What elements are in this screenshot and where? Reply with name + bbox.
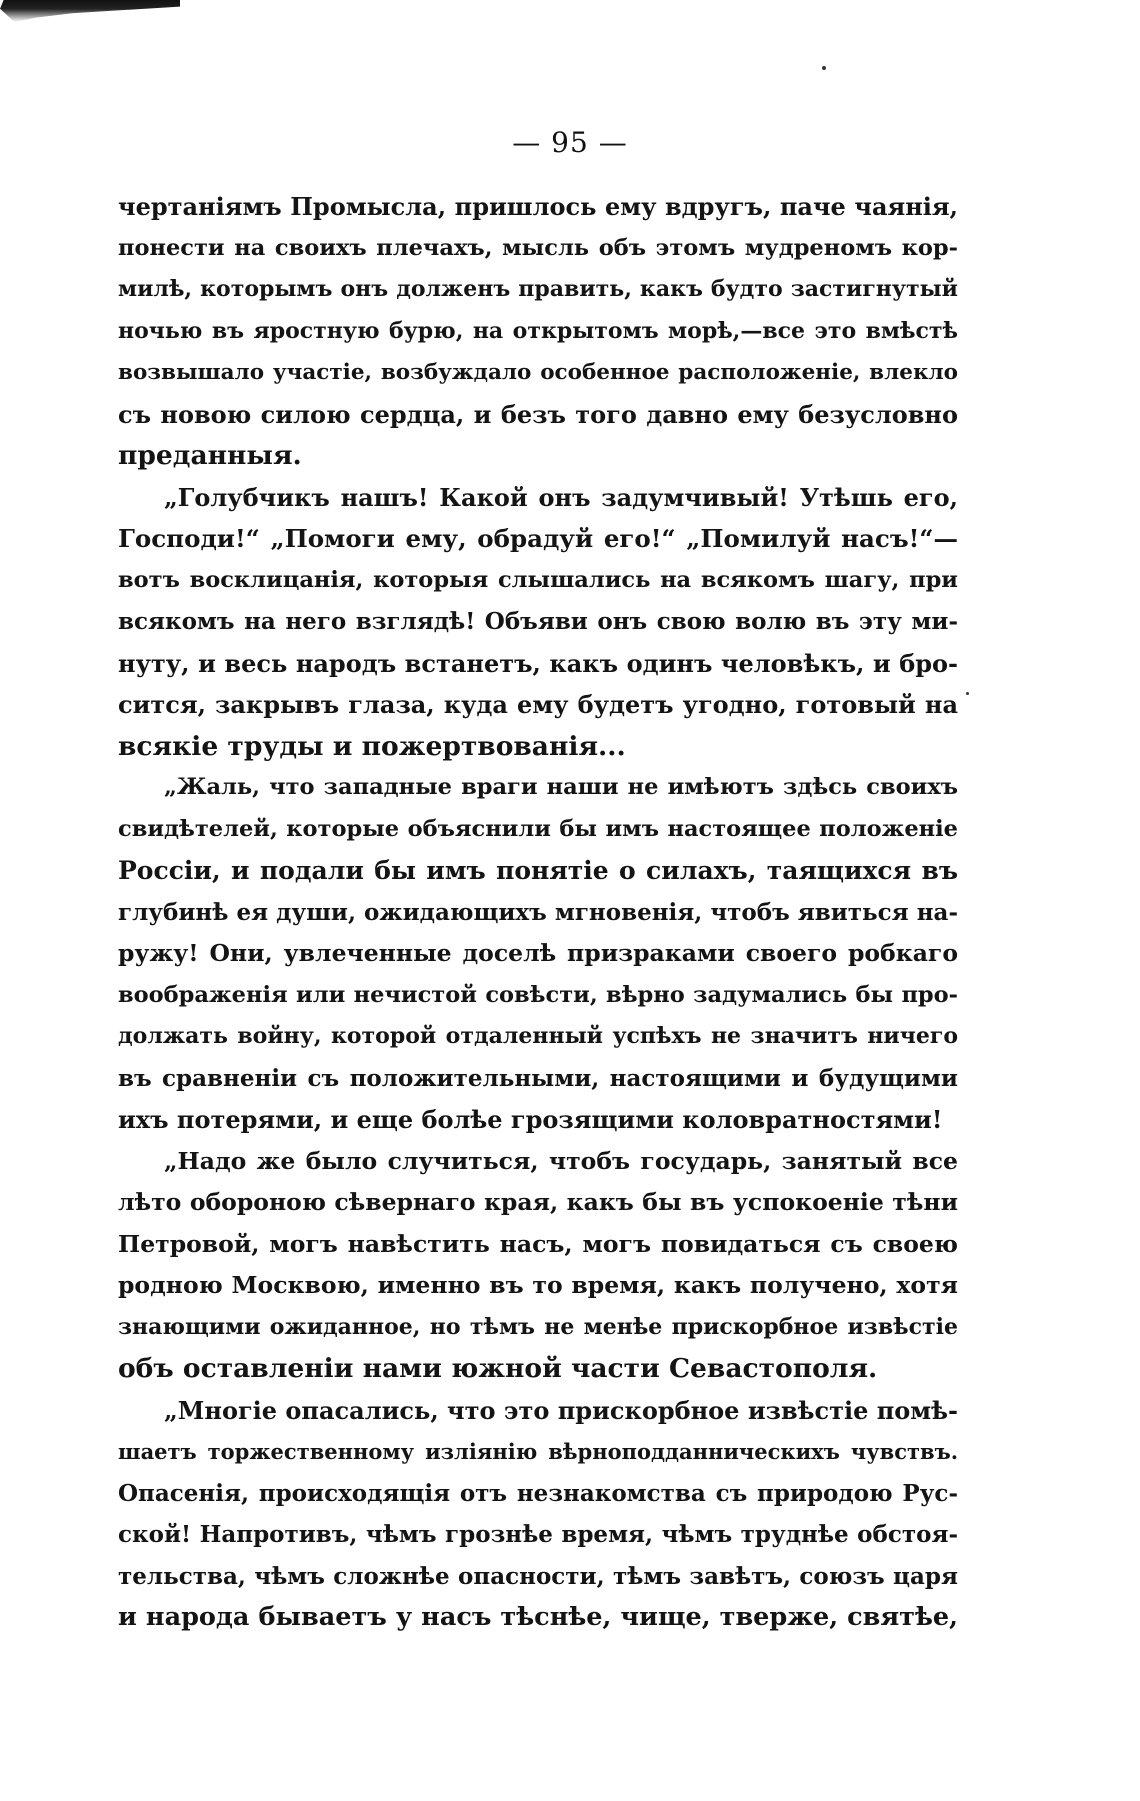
text-line: ночью въ яростную бурю, на открытомъ морѣ,—все это вмѣстѣ (118, 317, 958, 344)
text-line: глубинѣ ея души, ожидающихъ мгновенія, чтобъ явиться на- (118, 898, 958, 926)
text-line: „Жаль, что западные враги наши не имѣютъ здѣсь своихъ (164, 774, 958, 800)
text-line: воображенія или нечистой совѣсти, вѣрно задумались бы про- (118, 981, 958, 1008)
paragraph-3 (118, 767, 958, 1141)
text-line: Опасенія, происходящія отъ незнакомства съ природою Рус- (118, 1479, 958, 1507)
paragraph-4 (118, 1141, 958, 1390)
scan-artifact-top-left (0, 0, 180, 22)
page-number: — 95 — (512, 126, 628, 159)
text-line: „Надо же было случиться, чтобъ государь, занятый все (164, 1146, 958, 1175)
text-line: Петровой, могъ навѣстить насъ, могъ повидаться съ своею (118, 1229, 958, 1258)
body-text (118, 186, 958, 1639)
scan-speck-right-margin (966, 692, 969, 695)
text-line: Россіи, и подали бы имъ понятіе о силахъ, таящихся въ (118, 856, 958, 885)
text-line: свидѣтелей, которые объяснили бы имъ настоящее положеніе (118, 815, 958, 842)
paragraph-2 (118, 477, 958, 768)
text-line: и народа бываетъ у насъ тѣснѣе, чище, тверже, святѣе, (118, 1602, 958, 1632)
paragraph-5 (118, 1390, 958, 1639)
text-line: чертаніямъ Промысла, пришлось ему вдругъ, паче чаянія, (118, 192, 958, 221)
text-line: милѣ, которымъ онъ долженъ править, какъ будто застигнутый (118, 276, 958, 302)
text-line: „Голубчикъ нашъ! Какой онъ задумчивый! Утѣшь его, (164, 482, 958, 512)
text-line: ихъ потерями, и еще болѣе грозящими коловратностями! (118, 1105, 943, 1134)
text-line: ской! Напротивъ, чѣмъ грознѣе время, чѣмъ труднѣе обстоя- (118, 1521, 958, 1548)
paragraph-1 (118, 186, 958, 477)
text-line: объ оставленіи нами южной части Севастополя. (118, 1353, 878, 1384)
text-line: шаетъ торжественному изліянію вѣрноподданническихъ чувствъ. (118, 1439, 958, 1464)
text-line: понести на своихъ плечахъ, мысль объ этомъ мудреномъ кор- (118, 234, 958, 261)
text-line: преданныя. (118, 440, 302, 471)
text-line: знающими ожиданное, но тѣмъ не менѣе прискорбное извѣстіе (118, 1313, 958, 1340)
scan-speck-top-right (822, 66, 826, 70)
text-line: родною Москвою, именно въ то время, какъ получено, хотя (118, 1271, 958, 1299)
text-line: съ новою силою сердца, и безъ того давно ему безусловно (118, 399, 958, 429)
text-line: лѣто обороною сѣвернаго края, какъ бы въ успокоеніе тѣни (118, 1188, 958, 1216)
text-line: всякомъ на него взглядѣ! Объяви онъ свою волю въ эту ми- (118, 608, 958, 635)
text-line: должать войну, которой отдаленный успѣхъ не значитъ ничего (118, 1023, 958, 1049)
text-line: нуту, и весь народъ встанетъ, какъ одинъ человѣкъ, и бро- (118, 648, 958, 678)
text-line: возвышало участіе, возбуждало особенное расположеніе, влекло (118, 360, 958, 385)
text-line: сится, закрывъ глаза, куда ему будетъ угодно, готовый на (118, 690, 958, 719)
text-line: всякіе труды и пожертвованія... (118, 730, 626, 762)
text-line: ружу! Они, увлеченные доселѣ призраками своего робкаго (118, 939, 958, 967)
text-line: въ сравненіи съ положительными, настоящими и будущими (118, 1064, 958, 1092)
text-line: вотъ восклицанія, которыя слышались на всякомъ шагу, при (118, 566, 958, 593)
text-line: „Многіе опасались, что это прискорбное извѣстіе помѣ- (164, 1395, 958, 1425)
text-line: тельства, чѣмъ сложнѣе опасности, тѣмъ завѣтъ, союзъ царя (118, 1562, 958, 1590)
text-line: Господи!“ „Помоги ему, обрадуй его!“ „Помилуй насъ!“— (118, 524, 958, 553)
